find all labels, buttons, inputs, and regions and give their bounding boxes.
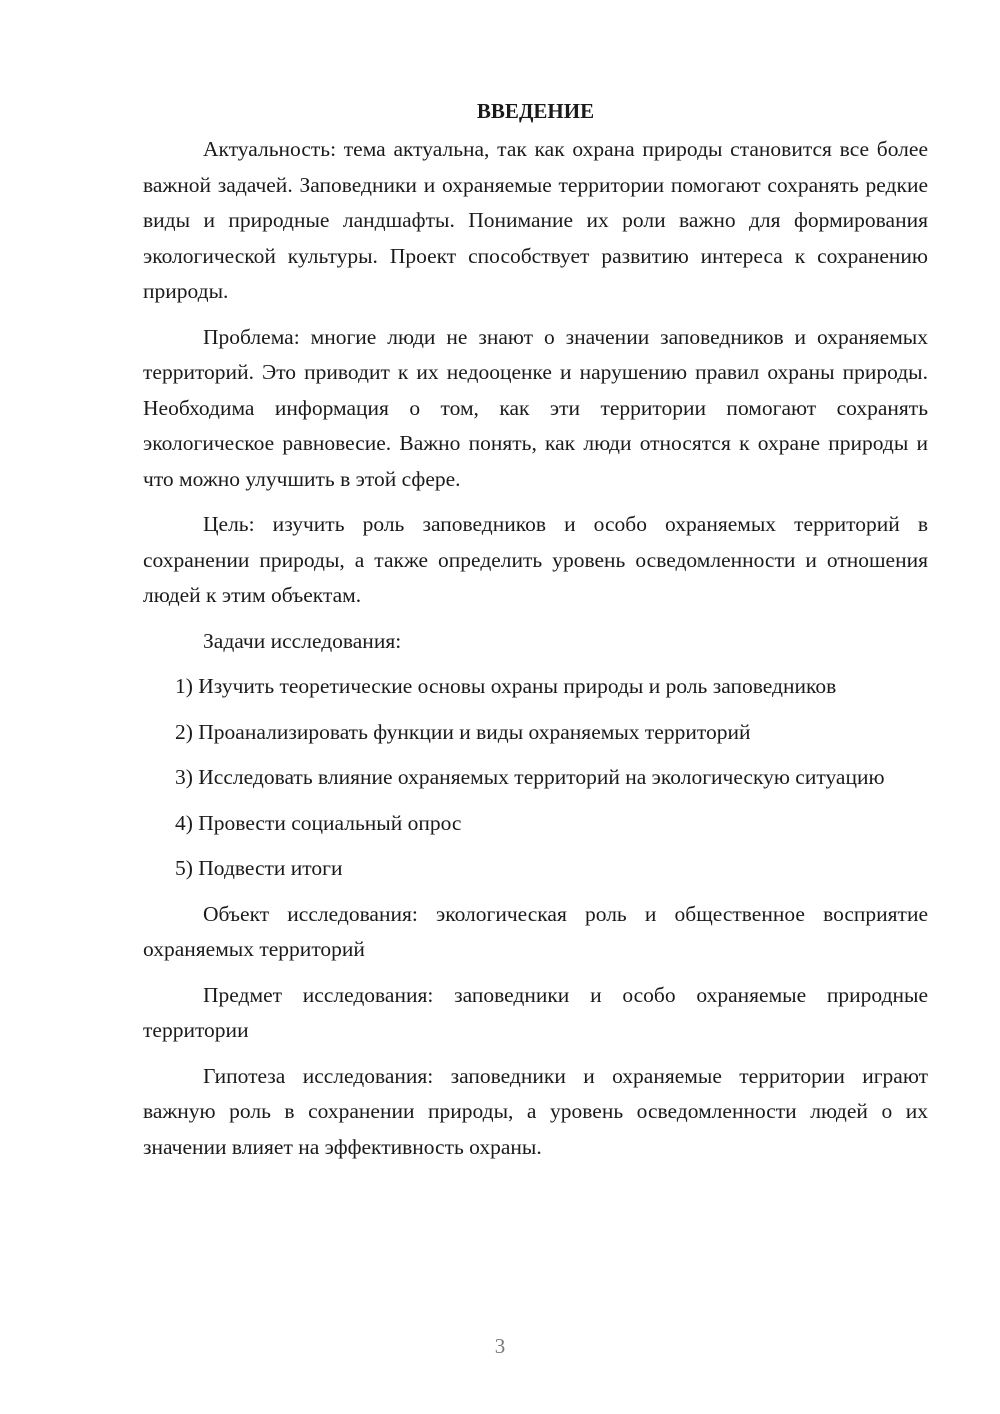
section-heading: ВВЕДЕНИЕ xyxy=(476,99,595,123)
paragraph-relevance: Актуальность: тема актуальна, так как охрана природы становится все более важной задачей. Заповедники и охраняемые территории помогают сохранять редкие виды и природные ландшафты. Понимание их роли важно для формирования экологической культуры. Проект способствует развитию интереса к сохранению природы. xyxy=(143,137,928,303)
paragraph-tasks-heading: Задачи исследования: xyxy=(203,628,402,653)
paragraph-hypothesis: Гипотеза исследования: заповедники и охраняемые территории играют важную роль в сохранении природы, а уровень осведомленности людей о их значении влияет на эффективность охраны. xyxy=(143,1063,928,1159)
paragraph-goal: Цель: изучить роль заповедников и особо охраняемых территорий в сохранении природы, а также определить уровень осведомленности и отношения людей к этим объектам. xyxy=(143,512,928,607)
page-number: 3 xyxy=(494,1334,506,1358)
document-page xyxy=(143,96,928,1175)
task-item-1: 1) Изучить теоретические основы охраны природы и роль заповедников xyxy=(175,674,837,698)
paragraph-problem: Проблема: многие люди не знают о значении заповедников и охраняемых территорий. Это приводит к их недооценке и нарушению правил охраны природы. Необходима информация о том, как эти территории помогают сохранять экологическое равновесие. Важно понять, как люди относятся к охране природы и что можно улучшить в этой сфере. xyxy=(143,324,928,491)
paragraph-object: Объект исследования: экологическая роль и общественное восприятие охраняемых территорий xyxy=(143,901,928,961)
task-item-3: 3) Исследовать влияние охраняемых территорий на экологическую ситуацию xyxy=(175,765,885,789)
task-item-5: 5) Подвести итоги xyxy=(175,856,343,880)
task-item-4: 4) Провести социальный опрос xyxy=(175,810,462,835)
paragraph-subject: Предмет исследования: заповедники и особо охраняемые природные территории xyxy=(143,982,928,1042)
task-item-2: 2) Проанализировать функции и виды охраняемых территорий xyxy=(175,719,751,744)
